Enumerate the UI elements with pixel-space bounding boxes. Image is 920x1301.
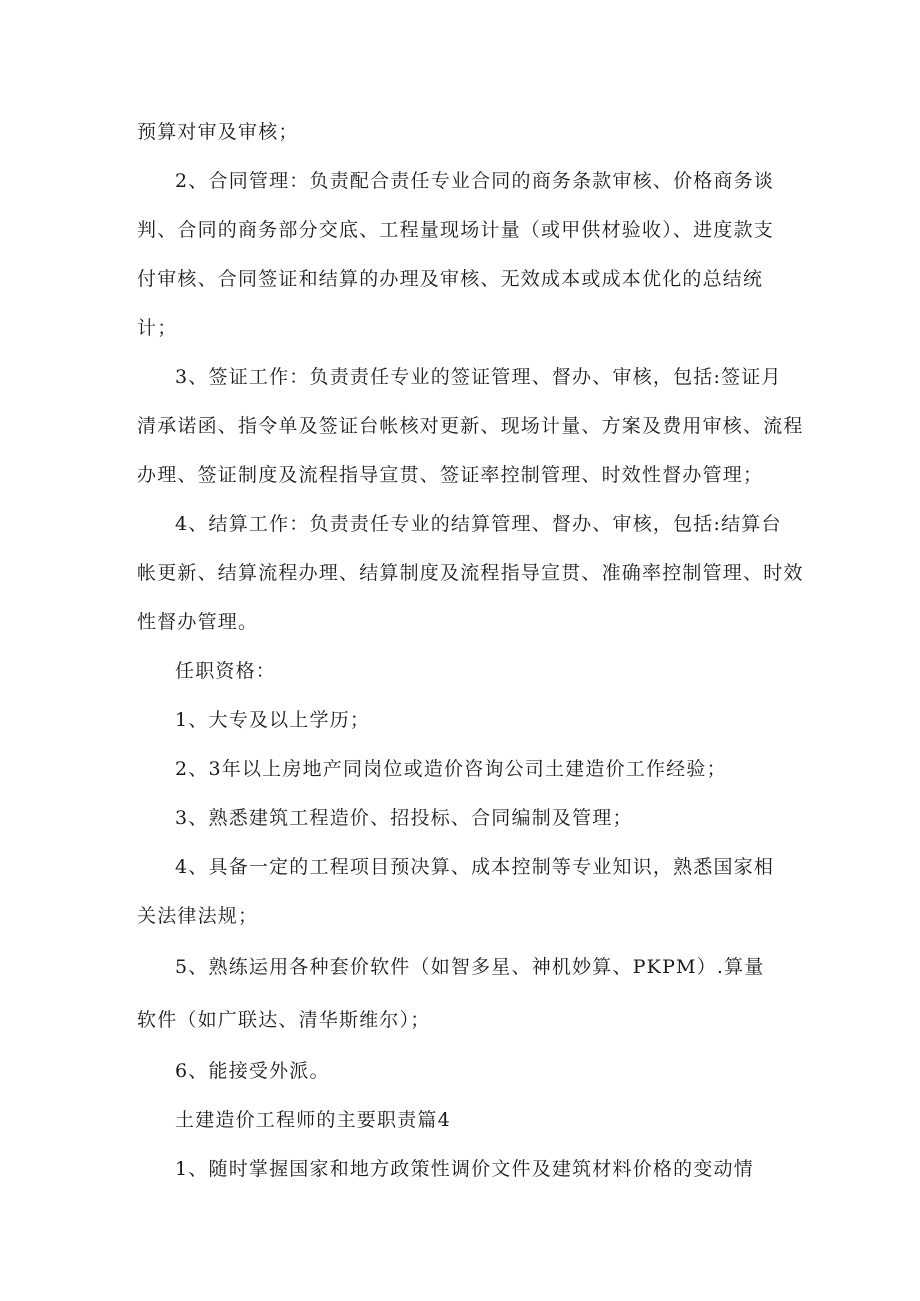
text-line: 性督办管理。 bbox=[137, 611, 259, 633]
text-line: 付审核、合同签证和结算的办理及审核、无效成本或成本优化的总结统 bbox=[137, 268, 764, 290]
section-heading: 土建造价工程师的主要职责篇4 bbox=[175, 1109, 451, 1131]
text-line: 关法律法规； bbox=[137, 905, 259, 927]
text-line: 预算对审及审核； bbox=[137, 121, 299, 143]
text-line: 3、签证工作：负责责任专业的签证管理、督办、审核，包括:签证月 bbox=[175, 366, 782, 388]
text-line: 4、具备一定的工程项目预决算、成本控制等专业知识，熟悉国家相 bbox=[175, 856, 775, 878]
text-line: 5、熟练运用各种套价软件（如智多星、神机妙算、PKPM）.算量 bbox=[175, 956, 765, 978]
text-line: 1、大专及以上学历； bbox=[175, 709, 371, 731]
text-line: 6、能接受外派。 bbox=[175, 1060, 330, 1082]
section-heading: 任职资格： bbox=[175, 660, 277, 682]
text-line: 1、随时掌握国家和地方政策性调价文件及建筑材料价格的变动情 bbox=[175, 1158, 754, 1180]
text-line: 3、熟悉建筑工程造价、招投标、合同编制及管理； bbox=[175, 807, 633, 829]
text-line: 4、结算工作：负责责任专业的结算管理、督办、审核，包括:结算台 bbox=[175, 513, 782, 535]
text-line: 清承诺函、指令单及签证台帐核对更新、现场计量、方案及费用审核、流程 bbox=[137, 415, 804, 437]
text-line: 帐更新、结算流程办理、结算制度及流程指导宣贯、准确率控制管理、时效 bbox=[137, 562, 804, 584]
text-line: 计； bbox=[137, 317, 178, 339]
text-line: 软件（如广联达、清华斯维尔）； bbox=[137, 1009, 431, 1031]
text-line: 2、3年以上房地产同岗位或造价咨询公司土建造价工作经验； bbox=[175, 758, 727, 780]
text-line: 判、合同的商务部分交底、工程量现场计量（或甲供材验收）、进度款支 bbox=[137, 219, 774, 241]
text-line: 2、合同管理：负责配合责任专业合同的商务条款审核、价格商务谈 bbox=[175, 170, 775, 192]
text-line: 办理、签证制度及流程指导宣贯、签证率控制管理、时效性督办管理； bbox=[137, 464, 764, 486]
